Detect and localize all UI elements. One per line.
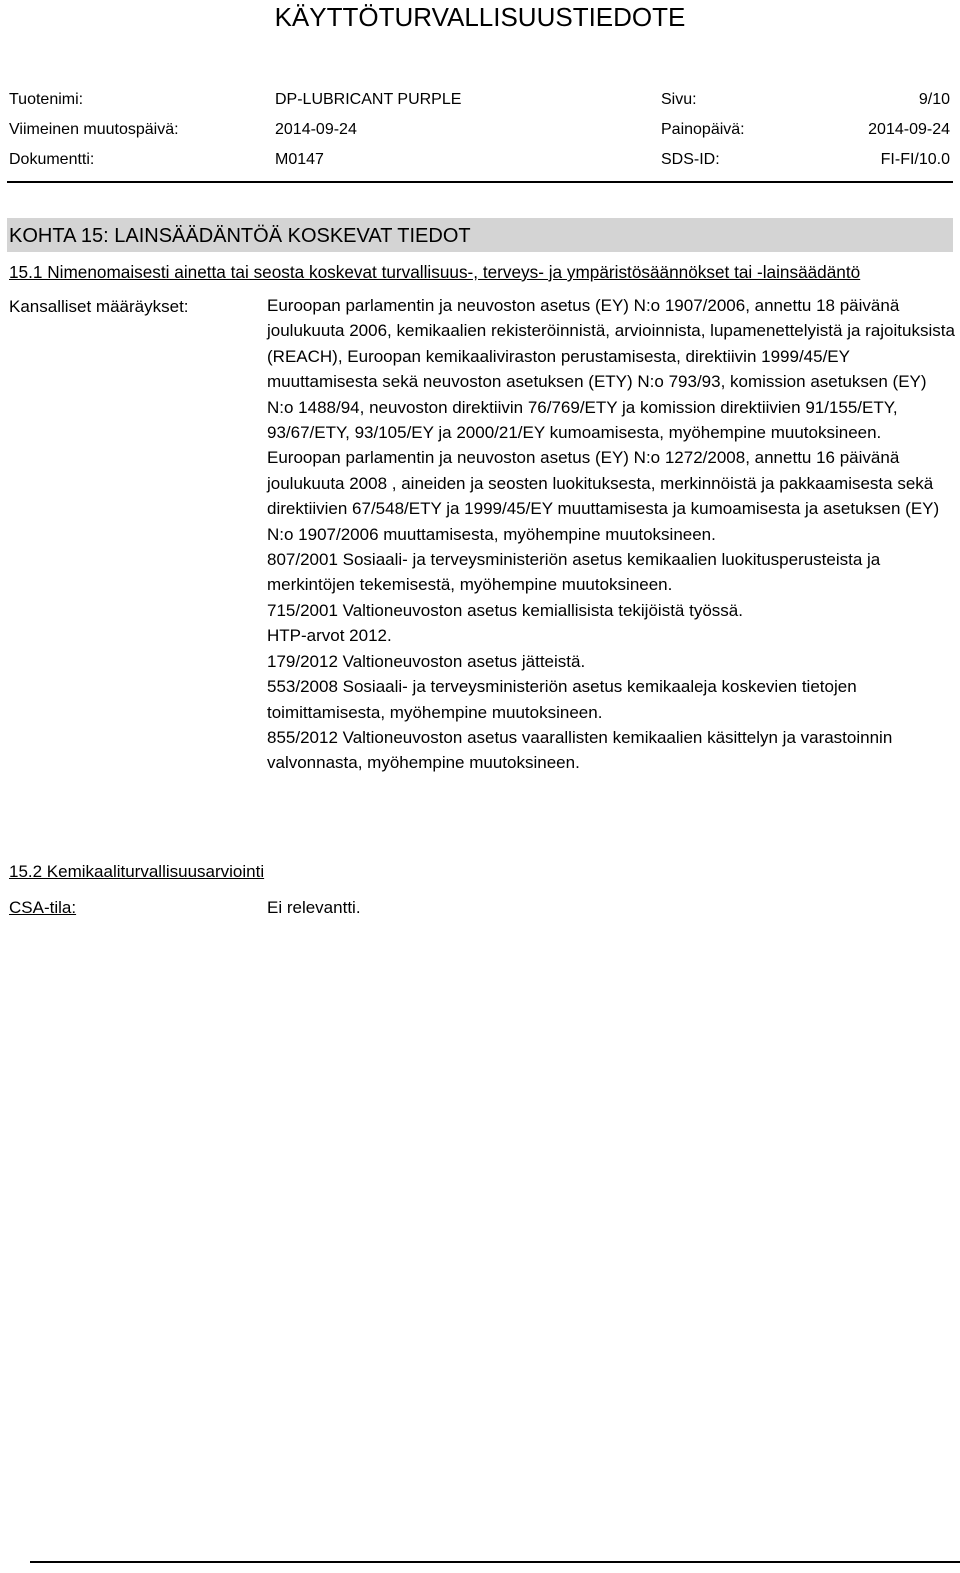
regulation-paragraph: 553/2008 Sosiaali- ja terveysministeriön asetus kemikaaleja koskevien tietojen toimittamisesta, myöhempine muutoksineen. [267,677,857,722]
regulation-paragraph: Euroopan parlamentin ja neuvoston asetus (EY) N:o 1272/2008, annettu 16 päivänä joulukuuta 2008 , aineiden ja seosten luokituksesta, merkinnöistä ja pakkaamisesta sekä direktiivien 67/548/ETY ja 1999/45/EY muuttamisesta ja kumoamisesta ja asetuksen (EY) N:o 1907/2006 muuttamisesta, myöhempine muutoksineen. [267,448,940,544]
subsection-15-2-title: 15.2 Kemikaaliturvallisuusarviointi [9,862,265,881]
regulation-paragraph: HTP-arvot 2012. [267,626,392,646]
regulations-text [267,293,955,776]
regulation-paragraph: 179/2012 Valtioneuvoston asetus jätteistä. [267,651,586,671]
product-name-label: Tuotenimi: [9,91,84,108]
revised-date-label: Viimeinen muutospäivä: [9,121,179,138]
page-label: Sivu: [661,91,697,108]
document-label: Dokumentti: [9,151,95,168]
header-divider [7,181,953,183]
csa-status-value: Ei relevantti. [267,898,361,917]
product-name-value: DP-LUBRICANT PURPLE [275,91,462,108]
regulation-paragraph: 715/2001 Valtioneuvoston asetus kemiallisista tekijöistä työssä. [267,600,743,620]
regulation-paragraph: 807/2001 Sosiaali- ja terveysministeriön asetus kemikaalien luokitusperusteista ja merkintöjen tekemisestä, myöhempine muutoksineen. [267,550,881,595]
page-value: 9/10 [918,91,950,108]
sds-id-label: SDS-ID: [661,151,720,168]
print-date-label: Painopäivä: [661,121,745,138]
document-value: M0147 [275,151,324,168]
revised-date-value: 2014-09-24 [275,121,357,138]
document-title: KÄYTTÖTURVALLISUUSTIEDOTE [274,2,686,32]
section-heading: KOHTA 15: LAINSÄÄDÄNTÖÄ KOSKEVAT TIEDOT [9,225,471,247]
national-regulations-label: Kansalliset määräykset: [9,297,189,316]
sds-id-value: FI-FI/10.0 [880,151,950,168]
footer-divider [30,1561,960,1563]
csa-status-label: CSA-tila: [9,898,77,917]
subsection-15-1-title: 15.1 Nimenomaisesti ainetta tai seosta koskevat turvallisuus-, terveys- ja ympäristösäännökset tai -lainsäädäntö [9,262,861,282]
regulation-paragraph: 855/2012 Valtioneuvoston asetus vaarallisten kemikaalien käsittelyn ja varastoinnin valvonnasta, myöhempine muutoksineen. [267,727,893,773]
regulation-paragraph: Euroopan parlamentin ja neuvoston asetus (EY) N:o 1907/2006, annettu 18 päivänä joulukuuta 2006, kemikaalien rekisteröinnistä, arvioinnista, lupamenettelyistä ja rajoituksista (REACH), Euroopan kemikaaliviraston perustamisesta, direktiivin 1999/45/EY muuttamisesta sekä neuvoston asetuksen (ETY) N:o 793/93, komission asetuksen (EY) N:o 1488/94, neuvoston direktiivin 76/769/ETY ja komission direktiivien 91/155/ETY, 93/67/ETY, 93/105/EY ja 2000/21/EY kumoamisesta, myöhempine muutoksineen. [267,296,955,443]
print-date-value: 2014-09-24 [868,121,950,138]
